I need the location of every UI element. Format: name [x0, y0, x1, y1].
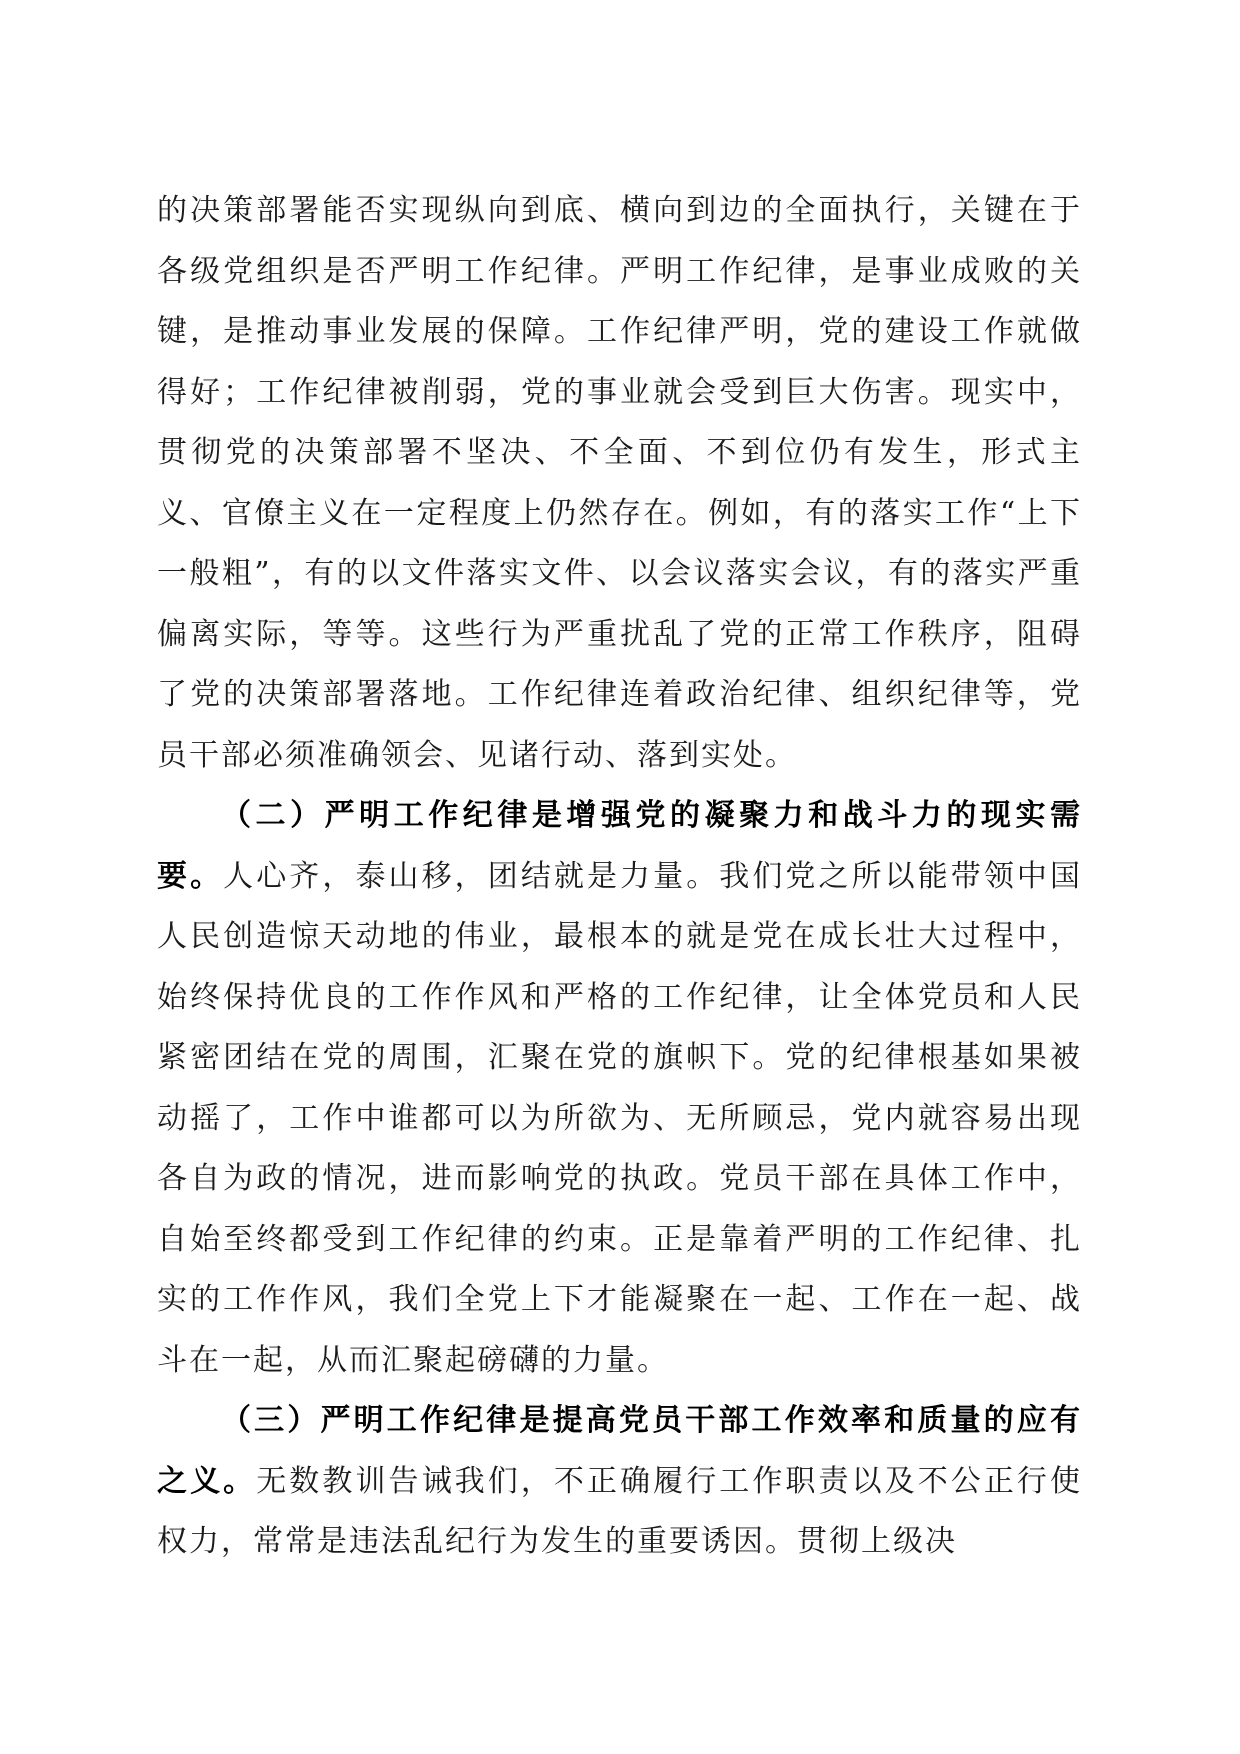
- paragraph-continuation: [157, 181, 1082, 786]
- paragraph-section-2: [157, 786, 1082, 1391]
- section-2-heading: （二）严明工作纪律是增强党的凝聚力和战斗力的现实需要。: [157, 798, 1082, 894]
- section-3-heading: （三）严明工作纪律是提高党员干部工作效率和质量的应有之义。: [157, 1403, 1082, 1499]
- section-3-body: 无数教训告诫我们，不正确履行工作职责以及不公正行使权力，常常是违法乱纪行为发生的重要诱因。贯彻上级决: [157, 1463, 1083, 1559]
- paragraph-body: 的决策部署能否实现纵向到底、横向到边的全面执行，关键在于各级党组织是否严明工作纪律。严明工作纪律，是事业成败的关键，是推动事业发展的保障。工作纪律严明，党的建设工作就做得好；工作纪律被削弱，党的事业就会受到巨大伤害。现实中，贯彻党的决策部署不坚决、不全面、不到位仍有发生，形式主义、官僚主义在一定程度上仍然存在。例如，有的落实工作“上下一般粗”，有的以文件落实文件、以会议落实会议，有的落实严重偏离实际，等等。这些行为严重扰乱了党的正常工作秩序，阻碍了党的决策部署落地。工作纪律连着政治纪律、组织纪律等，党员干部必须准确领会、见诸行动、落到实处。: [157, 193, 1082, 773]
- document-body: [157, 181, 1082, 1573]
- section-2-body: 人心齐，泰山移，团结就是力量。我们党之所以能带领中国人民创造惊天动地的伟业，最根本的就是党在成长壮大过程中，始终保持优良的工作作风和严格的工作纪律，让全体党员和人民紧密团结在党的周围，汇聚在党的旗帜下。党的纪律根基如果被动摇了，工作中谁都可以为所欲为、无所顾忌，党内就容易出现各自为政的情况，进而影响党的执政。党员干部在具体工作中，自始至终都受到工作纪律的约束。正是靠着严明的工作纪律、扎实的工作作风，我们全党上下才能凝聚在一起、工作在一起、战斗在一起，从而汇聚起磅礴的力量。: [157, 858, 1083, 1378]
- paragraph-section-3: [157, 1391, 1082, 1573]
